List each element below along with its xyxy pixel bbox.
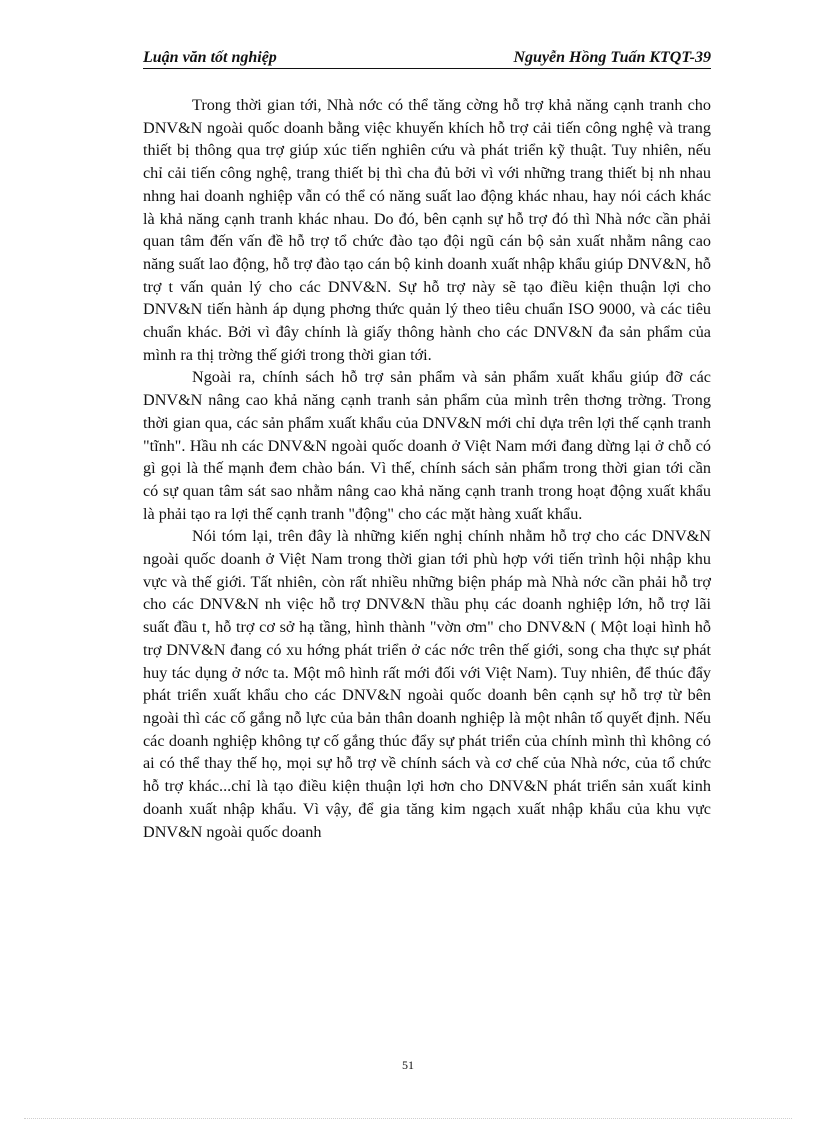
paragraph-1: Trong thời gian tới, Nhà nớc có thể tăng cờng hỗ trợ khả năng cạnh tranh cho DNV&N ngoài quốc doanh bằng việc khuyến khích hỗ trợ cải tiến công nghệ và trang thiết bị thông qua trợ giúp xúc tiến nghiên cứu và phát triển kỹ thuật. Tuy nhiên, nếu chỉ cải tiến công nghệ, trang thiết bị thì cha đủ bởi vì với những trang thiết bị nh nhau nhng hai doanh nghiệp vẫn có thể có năng suất lao động khác nhau, hay nói cách khác là khả năng cạnh tranh khác nhau. Do đó, bên cạnh sự hỗ trợ đó thì Nhà nớc cần phải quan tâm đến vấn đề hỗ trợ tổ chức đào tạo đội ngũ cán bộ sản xuất nhằm nâng cao năng suất lao động, hỗ trợ đào tạo cán bộ kinh doanh xuất nhập khẩu giúp DNV&N, hỗ trợ t vấn quản lý cho các DNV&N. Sự hỗ trợ này sẽ tạo điều kiện thuận lợi cho DNV&N tiến hành áp dụng phơng thức quản lý theo tiêu chuẩn ISO 9000, và các tiêu chuẩn khác. Bởi vì đây chính là giấy thông hành cho các DNV&N đa sản phẩm của mình ra thị trờng thế giới trong thời gian tới. [143,96,711,364]
body-text [143,94,711,843]
header-thesis-title: Luận văn tốt nghiệp [143,49,277,66]
footer-divider [24,1118,792,1119]
page-header [143,50,711,69]
header-author: Nguyễn Hồng Tuấn KTQT-39 [513,49,711,66]
page-number: 51 [402,1058,414,1072]
paragraph-3: Nói tóm lại, trên đây là những kiến nghị chính nhằm hỗ trợ cho các DNV&N ngoài quốc doanh ở Việt Nam trong thời gian tới phù hợp với tiến trình hội nhập khu vực và thế giới. Tất nhiên, còn rất nhiều những biện pháp mà Nhà nớc cần phải hỗ trợ cho các DNV&N nh việc hỗ trợ DNV&N thầu phụ các doanh nghiệp lớn, hỗ trợ lãi suất đầu t, hỗ trợ cơ sở hạ tầng, hình thành "vờn ơm" cho DNV&N ( Một loại hình hỗ trợ DNV&N đang có xu hớng phát triển ở các nớc trên thế giới, song cha thực sự phát huy tác dụng ở nớc ta. Một mô hình rất mới đối với Việt Nam). Tuy nhiên, để thúc đẩy phát triển xuất khẩu cho các DNV&N ngoài quốc doanh bên cạnh sự hỗ trợ từ bên ngoài thì các cố gắng nỗ lực của bản thân doanh nghiệp là một nhân tố quyết định. Nếu các doanh nghiệp không tự cố gắng thúc đẩy sự phát triển của chính mình thì không có ai có thể thay thế họ, mọi sự hỗ trợ về chính sách và cơ chế của Nhà nớc, của tổ chức hỗ trợ khác...chỉ là tạo điều kiện thuận lợi hơn cho DNV&N phát triển sản xuất kinh doanh xuất nhập khẩu. Vì vậy, để gia tăng kim ngạch xuất nhập khẩu của khu vực DNV&N ngoài quốc doanh [143,527,711,841]
paragraph-2: Ngoài ra, chính sách hỗ trợ sản phẩm và sản phẩm xuất khẩu giúp đỡ các DNV&N nâng cao khả năng cạnh tranh sản phẩm của mình trên thơng trờng. Trong thời gian qua, các sản phẩm xuất khẩu của DNV&N mới chỉ dựa trên lợi thế cạnh tranh "tĩnh". Hầu nh các DNV&N ngoài quốc doanh ở Việt Nam mới đang dừng lại ở chỗ có gì gọi là thế mạnh đem chào bán. Vì thế, chính sách sản phẩm trong thời gian tới cần có sự quan tâm sát sao nhằm nâng cao khả năng cạnh tranh trong hoạt động xuất khẩu là phải tạo ra lợi thế cạnh tranh "động" cho các mặt hàng xuất khẩu. [143,368,711,523]
